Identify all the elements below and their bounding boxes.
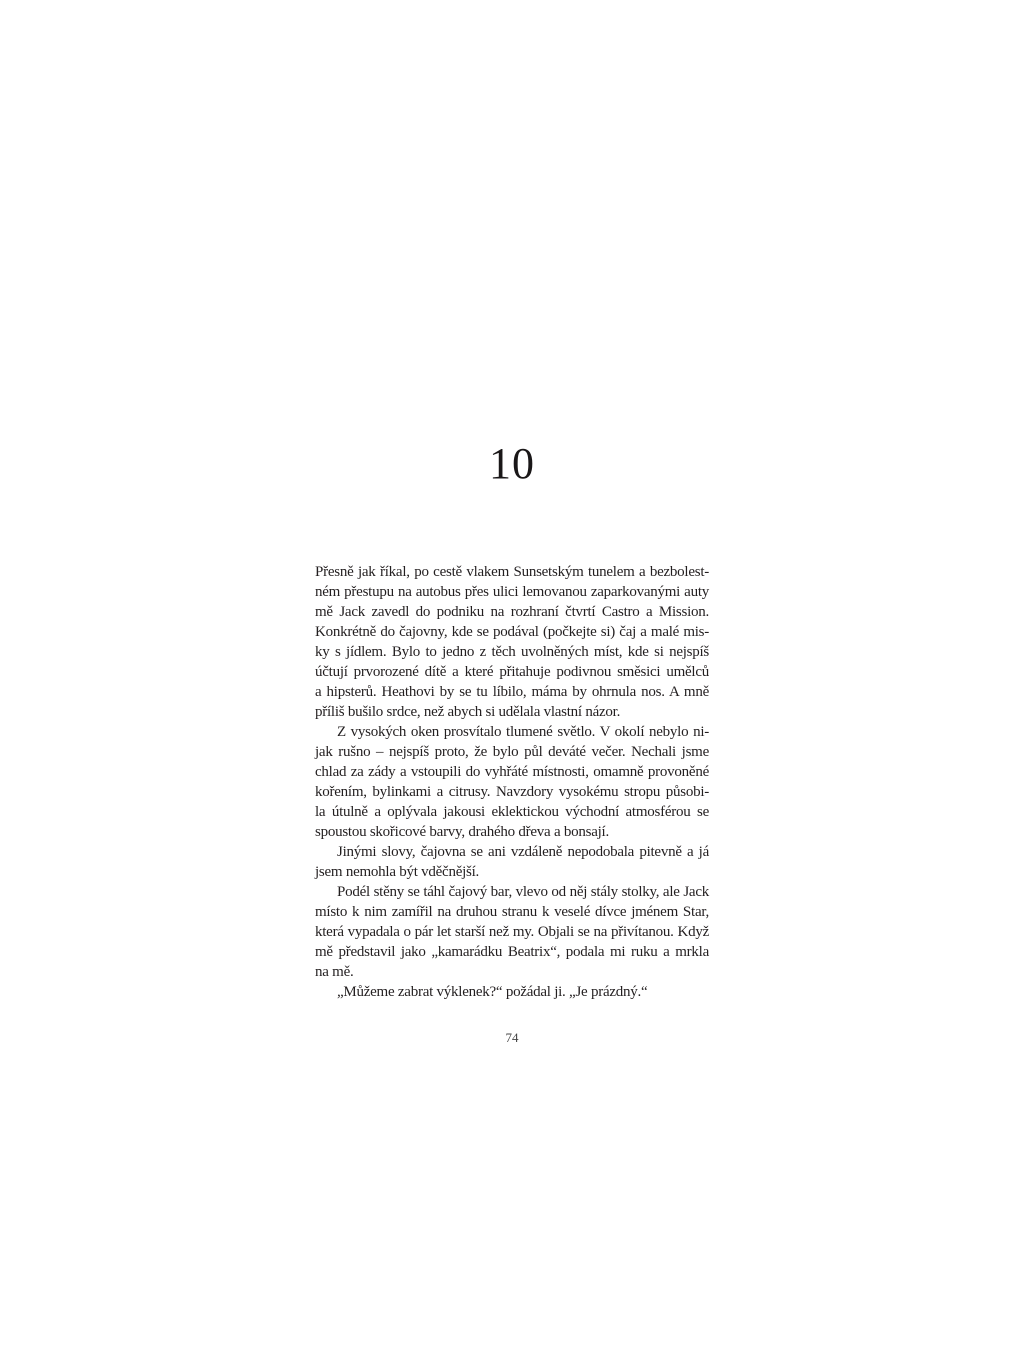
chapter-number: 10: [489, 439, 535, 488]
text-line: „Můžeme zabrat výklenek?“ požádal ji. „Je prázdný.“: [337, 984, 648, 1000]
text-line: la útulně a oplývala jakousi eklektickou východní atmosférou se: [315, 804, 709, 820]
page-number: 74: [505, 1030, 519, 1045]
text-line: jsem nemohla být vděčnější.: [315, 864, 480, 880]
text-line: mě představil jako „kamarádku Beatrix“, podala mi ruku a mrkla: [315, 944, 709, 960]
text-line: na mě.: [315, 964, 354, 980]
text-line: místo k nim zamířil na druhou stranu k veselé dívce jménem Star,: [315, 904, 709, 920]
text-line: ném přestupu na autobus přes ulici lemovanou zaparkovanými auty: [315, 584, 709, 600]
text-line: Podél stěny se táhl čajový bar, vlevo od něj stály stolky, ale Jack: [337, 884, 709, 900]
text-line: Přesně jak říkal, po cestě vlakem Sunsetským tunelem a bezbolest-: [315, 564, 709, 580]
text-line: spoustou skořicové barvy, drahého dřeva a bonsají.: [315, 824, 609, 840]
text-line: Z vysokých oken prosvítalo tlumené světlo. V okolí nebylo ni-: [337, 724, 709, 740]
text-line: ky s jídlem. Bylo to jedno z těch uvolněných míst, kde si nejspíš: [315, 644, 709, 660]
text-line: Jinými slovy, čajovna se ani vzdáleně nepodobala pitevně a já: [337, 844, 709, 860]
text-line: která vypadala o pár let starší než my. Objali se na přivítanou. Když: [315, 924, 709, 940]
text-line: účtují prvorozené dítě a které přitahuje podivnou směsici umělců: [315, 664, 709, 680]
text-line: chlad za zády a vstoupili do vyhřáté místnosti, omamně provoněné: [315, 764, 709, 780]
text-line: Konkrétně do čajovny, kde se podával (počkejte si) čaj a malé mis-: [315, 624, 709, 640]
text-line: kořením, bylinkami a citrusy. Navzdory vysokému stropu působi-: [315, 784, 709, 800]
text-line: mě Jack zavedl do podniku na rozhraní čtvrtí Castro a Mission.: [315, 604, 709, 620]
text-line: a hipsterů. Heathovi by se tu líbilo, máma by ohrnula nos. A mně: [315, 684, 709, 700]
body-text: [315, 562, 709, 1002]
text-line: jak rušno – nejspíš proto, že bylo půl deváté večer. Nechali jsme: [315, 744, 709, 760]
text-line: příliš bušilo srdce, než abych si udělala vlastní názor.: [315, 704, 621, 720]
